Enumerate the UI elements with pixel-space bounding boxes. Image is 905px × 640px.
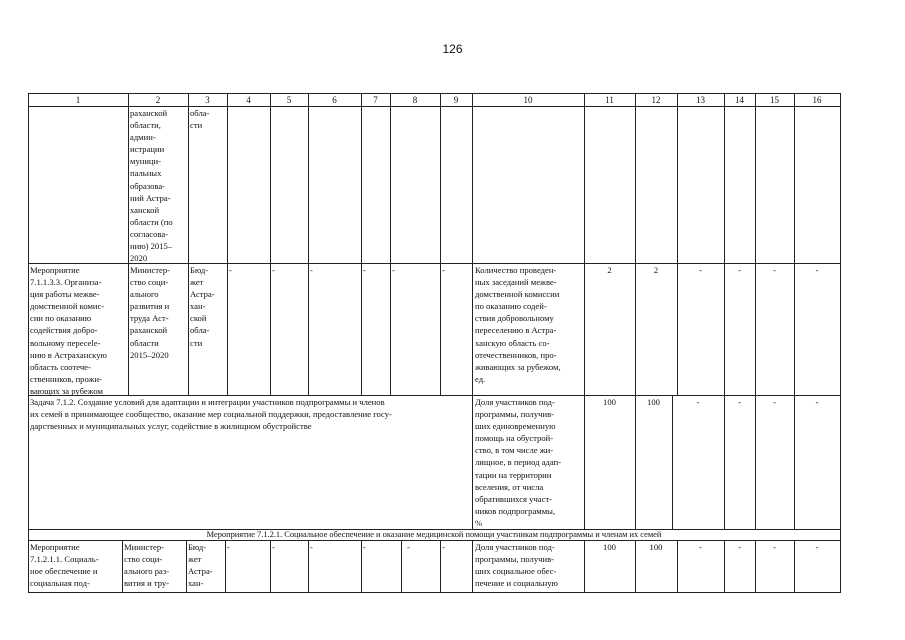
- task-7-1-2-col12: 100: [647, 397, 660, 407]
- row-7-1-1-3-3-col3: Бюд- жет Астра- хан- ской обла- сти: [190, 265, 215, 348]
- row-7-1-1-3-3-col8: -: [392, 265, 395, 275]
- task-7-1-2-col11: 100: [603, 397, 616, 407]
- task-7-1-2-col14: -: [738, 397, 741, 407]
- header-col-3: 3: [205, 95, 210, 105]
- row-7-1-1-3-3-col5: -: [272, 265, 275, 275]
- row-7-1-2-1-1-col7: -: [363, 542, 366, 552]
- row-7-1-1-3-3-col6: -: [310, 265, 313, 275]
- section-heading-7-1-2-1: Мероприятие 7.1.2.1. Социальное обеспечение и оказание медицинской помощи участникам подпрограммы и членам их семей: [206, 530, 662, 539]
- row-7-1-2-1-1-col4: -: [227, 542, 230, 552]
- row-7-1-2-1-1-col6: -: [310, 542, 313, 552]
- header-col-13: 13: [696, 95, 705, 105]
- row-7-1-2-1-1-col9: -: [442, 542, 445, 552]
- row-7-1-2-1-1-col10: Доля участников под- программы, получив- ших социальное обес- печение и социальную: [475, 542, 558, 589]
- row-7-1-1-3-3-col13: -: [699, 265, 702, 275]
- row-7-1-2-1-1-col12: 100: [649, 542, 663, 552]
- header-col-10: 10: [523, 95, 533, 105]
- row-7-1-1-3-3-col12: 2: [653, 265, 659, 275]
- task-7-1-2-col15: -: [773, 397, 776, 407]
- header-col-7: 7: [373, 95, 378, 105]
- header-col-15: 15: [770, 95, 779, 105]
- row-7-1-2-1-1-col11: 100: [603, 542, 616, 552]
- row-7-1-1-3-3-col16: -: [815, 265, 819, 275]
- row-7-1-1-3-3-col9: -: [442, 265, 445, 275]
- header-col-1: 1: [75, 95, 81, 105]
- page-number: 126: [442, 42, 463, 56]
- row-7-1-2-1-1-col16: -: [815, 542, 819, 552]
- header-col-5: 5: [286, 95, 292, 105]
- row-7-1-1-3-3-col14: -: [738, 265, 741, 275]
- task-7-1-2-text: Задача 7.1.2. Создание условий для адаптации и интеграции участников подпрограммы и членов их семей в принимающее сообщество, оказание мер социальной поддержки, предоставление госу- дарственных и муниципальных услуг, содействие в жилищном обустройстве: [30, 397, 392, 432]
- task-7-1-2-col13: -: [696, 397, 700, 407]
- header-col-11: 11: [605, 95, 614, 105]
- task-7-1-2-col16: -: [815, 397, 819, 407]
- header-col-4: 4: [246, 95, 251, 105]
- row-7-1-1-3-3-col2: Министер- ство соци- ального развития и труда Аст- раханской области 2015–2020: [130, 265, 170, 360]
- header-col-6: 6: [332, 95, 337, 105]
- row-7-1-2-1-1-col15: -: [773, 542, 776, 552]
- row-7-1-1-3-3-col10: Количество проведен- ных заседаний межве- домственной комиссии по оказанию содей- ствия добровольному переселению в Астра- ханскую область со- отечественников, про- живающих за рубежом, ед.: [475, 265, 561, 384]
- row-7-1-1-3-3-col15: -: [773, 265, 776, 275]
- row-7-1-2-1-1-col2: Министер- ство соци- ального раз- вития и тру-: [124, 542, 170, 589]
- header-col-14: 14: [735, 95, 744, 105]
- row-7-1-1-3-3-col1: Мероприятие 7.1.1.3.3. Организа- ция работы межве- домственной комис- сии по оказанию содействия добро- вольному пересele- нию в Астраханскую область соотече- ственников, прожи- вающих за рубежом: [30, 265, 107, 395]
- row-7-1-2-1-1-col13: -: [699, 542, 702, 552]
- row-7-1-2-1-1-col5: -: [272, 542, 275, 552]
- row-7-1-2-1-1-col14: -: [738, 542, 741, 552]
- header-col-12: 12: [651, 95, 661, 105]
- header-col-9: 9: [453, 95, 459, 105]
- row-7-1-1-3-3-col11: 2: [607, 265, 612, 275]
- row-7-1-1-3-3-col7: -: [363, 265, 366, 275]
- row-7-1-2-1-1-col3: Бюд- жет Астра- хан-: [188, 542, 213, 589]
- header-col-8: 8: [412, 95, 418, 105]
- row-7-1-2-1-1-col8: -: [407, 542, 410, 552]
- row-continuation-col2: раханской области, админ- истрации муници- пальных образова- ний Астра- ханской области (по согласова- нию) 2015– 2020: [130, 108, 173, 263]
- row-continuation-col3: обла- сти: [190, 108, 210, 131]
- row-7-1-2-1-1-col1: Мероприятие 7.1.2.1.1. Социаль- ное обеспечение и социальная под-: [30, 542, 99, 589]
- row-7-1-1-3-3-col4: -: [229, 265, 232, 275]
- header-col-2: 2: [155, 95, 161, 105]
- task-7-1-2-col10: Доля участников под- программы, получив- ших единовременную помощь на обустрой- ство, в том числе жи- лищное, в период адап- тации на территории вселения, от числа обратившихся участ- ников подпрограммы, %: [475, 397, 562, 528]
- header-col-16: 16: [812, 95, 822, 105]
